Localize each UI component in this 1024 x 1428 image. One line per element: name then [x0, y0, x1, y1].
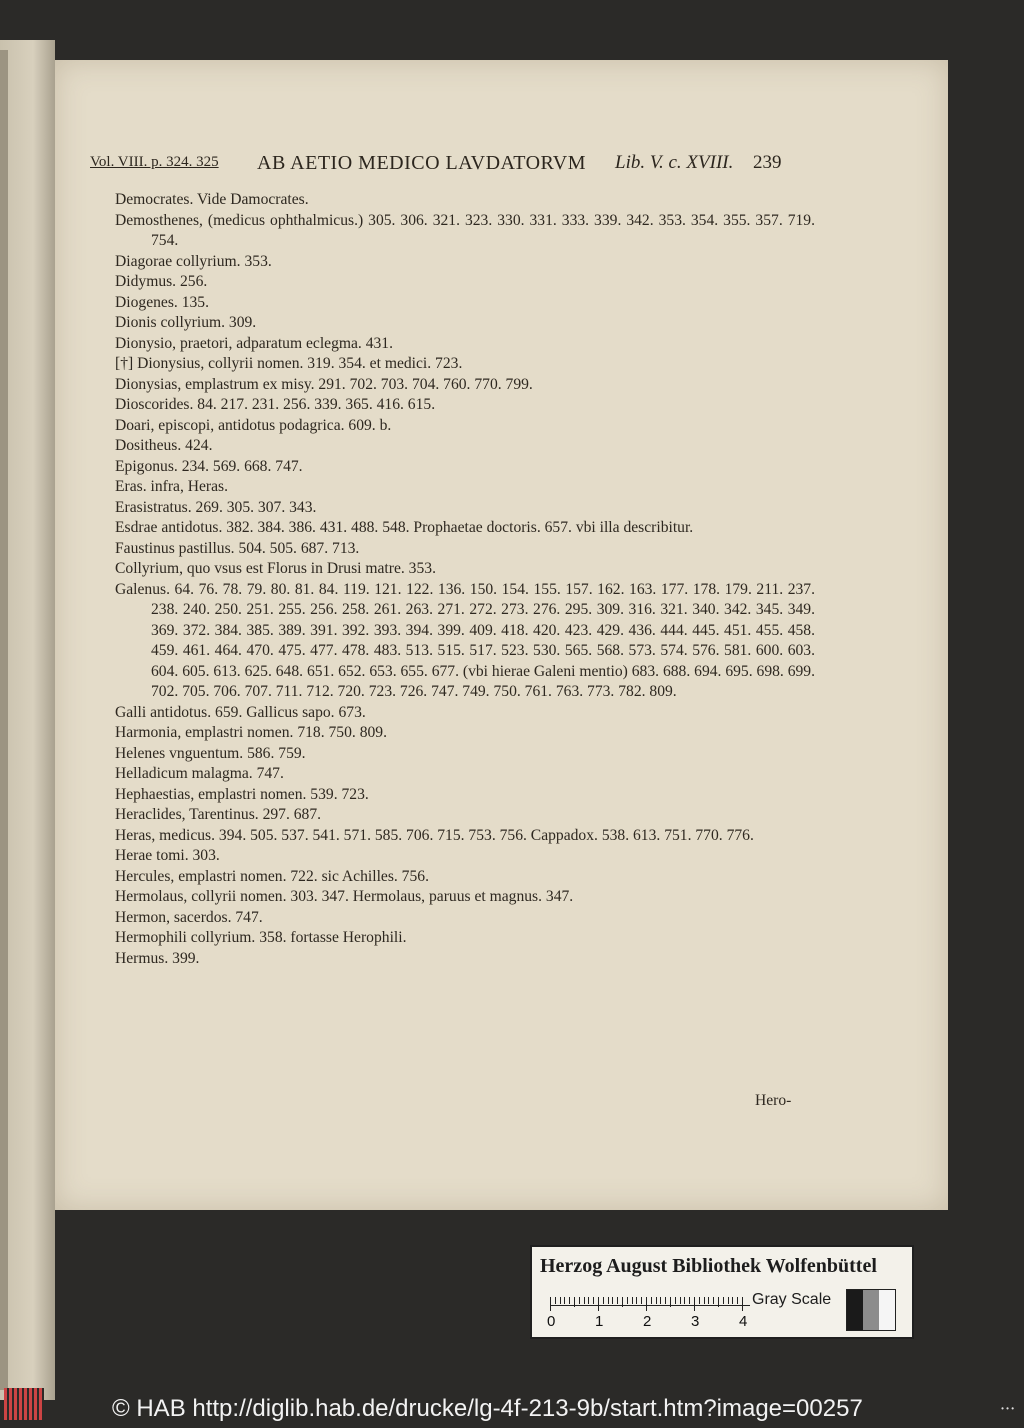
index-entry: [†] Dionysius, collyrii nomen. 319. 354. et medici. 723. [115, 355, 463, 372]
index-entry: Faustinus pastillus. 504. 505. 687. 713. [115, 539, 360, 557]
ruler-tick [689, 1297, 690, 1304]
ruler-tick [646, 1297, 647, 1311]
ruler-tick [651, 1297, 652, 1304]
ruler-tick [608, 1297, 609, 1304]
index-entry: Galli antidotus. 659. Gallicus sapo. 673. [115, 703, 366, 721]
index-entry: Hermus. 399. [115, 949, 200, 967]
ruler-tick [723, 1297, 724, 1304]
index-entry: Herae tomi. 303. [115, 847, 220, 864]
ruler-tick [569, 1297, 570, 1304]
ruler-tick [550, 1297, 551, 1311]
index-entry: Epigonus. 234. 569. 668. 747. [115, 457, 303, 475]
index-entry: Dionis collyrium. 309. [115, 314, 257, 331]
copyright-url: © HAB http://diglib.hab.de/drucke/lg-4f-213-9b/start.htm?image=00257 [112, 1395, 863, 1422]
index-entry: Democrates. Vide Damocrates. [115, 191, 309, 208]
ruler-tick [737, 1297, 738, 1304]
ruler-tick [680, 1297, 681, 1304]
ruler-tick [665, 1297, 666, 1304]
header-book-chapter: Lib. V. c. XVIII. [615, 152, 734, 173]
index-entry: Heraclides, Tarentinus. 297. 687. [115, 806, 322, 823]
ruler-tick [584, 1297, 585, 1304]
ruler-tick [742, 1297, 743, 1311]
ruler-tick [579, 1297, 580, 1304]
index-entry: Esdrae antidotus. 382. 384. 386. 431. 488. 548. Prophaetae doctoris. 657. vbi illa describitur. [115, 519, 694, 536]
ruler-tick [603, 1297, 604, 1304]
ruler-tick [708, 1297, 709, 1304]
catchword: Hero- [755, 1092, 792, 1109]
ruler-tick [574, 1297, 575, 1307]
ruler-tick [560, 1297, 561, 1304]
ruler-tick [694, 1297, 695, 1311]
index-entry: Hermophili collyrium. 358. fortasse Herophili. [115, 929, 407, 946]
ruler-tick [612, 1297, 613, 1304]
footer-dots: • • • [1001, 1404, 1014, 1413]
ruler-tick [660, 1297, 661, 1304]
index-entry: Erasistratus. 269. 305. 307. 343. [115, 498, 317, 516]
scale-ruler [547, 1297, 750, 1330]
page-number: 239 [753, 152, 782, 173]
ruler-tick [675, 1297, 676, 1304]
index-entry: Dositheus. 424. [115, 437, 213, 454]
index-entry: Harmonia, emplastri nomen. 718. 750. 809. [115, 724, 387, 741]
ruler-number: 4 [739, 1313, 748, 1330]
ruler-tick [588, 1297, 589, 1304]
index-entry: Hermolaus, collyrii nomen. 303. 347. Hermolaus, paruus et magnus. 347. [115, 888, 574, 905]
index-entry: Diogenes. 135. [115, 293, 209, 311]
index-entry: Dionysio, praetori, adparatum eclegma. 431. [115, 334, 393, 352]
index-entry: Doari, episcopi, antidotus podagrica. 609. b. [115, 416, 392, 434]
ruler-tick [555, 1297, 556, 1304]
ruler-tick [670, 1297, 671, 1307]
ruler-tick [627, 1297, 628, 1304]
ruler-tick [684, 1297, 685, 1304]
index-entry: Heras, medicus. 394. 505. 537. 541. 571. 585. 706. 715. 753. 756. Cappadox. 538. 613. 751. 770. 776. [115, 826, 754, 844]
book-page [55, 60, 948, 1210]
ruler-number: 1 [595, 1313, 604, 1330]
index-entry: Hermon, sacerdos. 747. [115, 908, 263, 926]
library-color-card [530, 1245, 914, 1339]
ruler-tick [636, 1297, 637, 1304]
ruler-tick [704, 1297, 705, 1304]
gray-scale-swatches [846, 1289, 896, 1331]
gray-scale-label: Gray Scale [752, 1291, 832, 1308]
facing-page-edge [0, 40, 55, 1400]
facing-page-shadow [0, 50, 8, 1390]
ruler-tick [641, 1297, 642, 1304]
index-entry: Dionysias, emplastrum ex misy. 291. 702. 703. 704. 760. 770. 799. [115, 375, 533, 393]
index-entry: Helladicum malagma. 747. [115, 765, 284, 782]
ruler-number: 0 [547, 1313, 556, 1330]
ruler-number: 3 [691, 1313, 700, 1330]
hab-logo-icon [4, 1388, 44, 1420]
running-header [55, 152, 948, 182]
index-entry: Helenes vnguentum. 586. 759. [115, 744, 306, 762]
index-entry: Hercules, emplastri nomen. 722. sic Achilles. 756. [115, 867, 429, 885]
ruler-tick [564, 1297, 565, 1304]
ruler-tick [598, 1297, 599, 1311]
ruler-tick [593, 1297, 594, 1304]
library-name: Herzog August Bibliothek Wolfenbüttel [540, 1255, 877, 1277]
ruler-tick [622, 1297, 623, 1307]
index-entry: Diagorae collyrium. 353. [115, 252, 272, 270]
ruler-number: 2 [643, 1313, 652, 1330]
gray-swatch [863, 1290, 879, 1330]
index-entry: Hephaestias, emplastri nomen. 539. 723. [115, 785, 369, 803]
index-entries [115, 190, 815, 969]
gray-swatch [879, 1290, 895, 1330]
index-entry: Collyrium, quo vsus est Florus in Drusi matre. 353. [115, 560, 436, 577]
index-entry: Eras. infra, Heras. [115, 478, 229, 495]
ruler-tick [632, 1297, 633, 1304]
ruler-tick [699, 1297, 700, 1304]
index-entry: Didymus. 256. [115, 273, 208, 290]
index-entry: Galenus. 64. 76. 78. 79. 80. 81. 84. 119. 121. 122. 136. 150. 154. 155. 157. 162. 163. 177. 178. 179. 211. 237. 238. 240. 250. 251. 255. 256. 258. 261. 263. 271. 272. 273. 276. 295. 309. 316. 321. 340. 342. 345. 349. 369. 372. 384. 385. 389. 391. 392. 393. 394. 399. 409. 418. 420. 423. 429. 436. 444. 445. 451. 455. 458. 459. 461. 464. 470. 475. 477. 478. 483. 513. 515. 517. 523. 530. 565. 568. 573. 574. 576. 581. 600. 603. 604. 605. 613. 625. 648. 651. 652. 653. 655. 677. (vbi hierae Galeni mentio) 683. 688. 694. 695. 698. 699. 702. 705. 706. 707. 711. 712. 720. 723. 726. 747. 749. 750. 761. 763. 773. 782. 809. [115, 580, 815, 700]
ruler-tick [728, 1297, 729, 1304]
ruler-tick [617, 1297, 618, 1304]
gray-swatch [847, 1290, 863, 1330]
header-title: AB AETIO MEDICO LAVDATORVM [257, 152, 587, 174]
header-volume-ref: Vol. VIII. p. 324. 325 [90, 154, 219, 170]
ruler-tick [718, 1297, 719, 1307]
index-entry: Demosthenes, (medicus ophthalmicus.) 305. 306. 321. 323. 330. 331. 333. 339. 342. 353. 354. 355. 357. 719. 754. [115, 211, 815, 249]
index-entry: Dioscorides. 84. 217. 231. 256. 339. 365. 416. 615. [115, 396, 436, 413]
ruler-tick [732, 1297, 733, 1304]
ruler-tick [713, 1297, 714, 1304]
ruler-tick [656, 1297, 657, 1304]
